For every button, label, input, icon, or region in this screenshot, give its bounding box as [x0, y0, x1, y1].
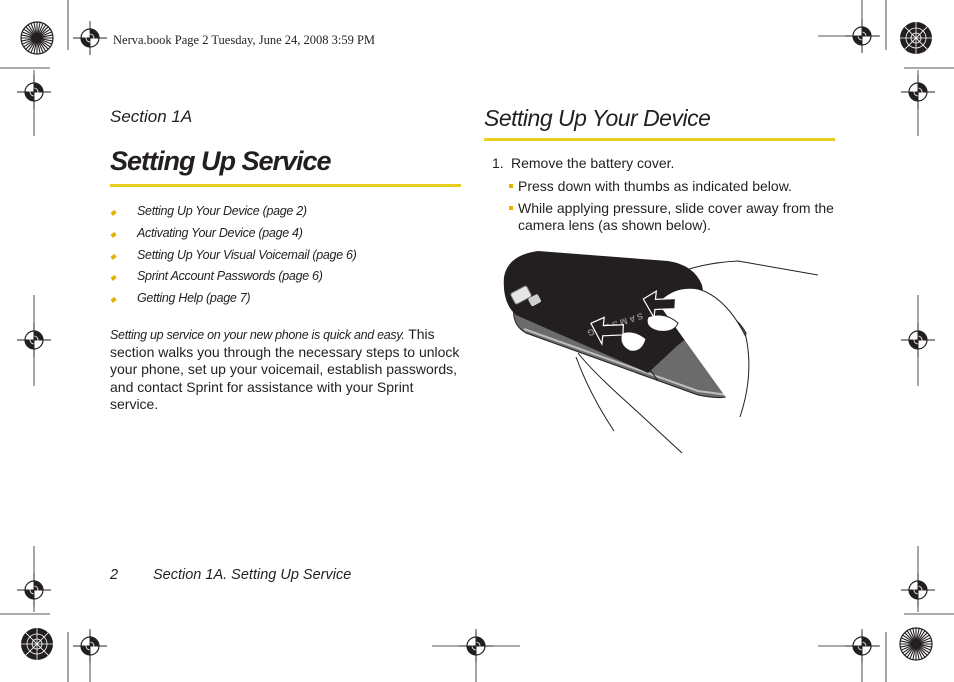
step-number: 1.	[492, 155, 504, 171]
intro-body: This section walks you through the necessary steps to unlock your phone, set up your voicemail, establish passwords, and contact Sprint for assistance with your Sprint service.	[110, 326, 460, 412]
diamond-bullet-icon: ◆	[110, 273, 116, 283]
section-label: Section 1A	[110, 107, 193, 126]
diamond-bullet-icon: ◆	[110, 208, 116, 217]
step-item	[492, 155, 674, 171]
intro-paragraph	[110, 326, 462, 413]
diamond-bullet-icon: ◆	[110, 251, 116, 261]
step-text: Remove the battery cover.	[511, 155, 675, 171]
running-footer: Section 1A. Setting Up Service	[153, 567, 352, 583]
page-title: Setting Up Service	[110, 146, 331, 176]
intro-lead: Setting up service on your new phone is quick and easy.	[110, 328, 405, 342]
toc-link[interactable]: Setting Up Your Device (page 2)	[137, 204, 307, 218]
star-target-icon	[21, 628, 53, 660]
title-rule	[110, 184, 461, 187]
square-bullet-icon	[509, 184, 513, 188]
print-slug: Nerva.book Page 2 Tuesday, June 24, 2008 3:59 PM	[113, 33, 376, 47]
diamond-bullet-icon: ◆	[110, 295, 116, 305]
square-bullet-icon	[509, 206, 513, 210]
diamond-bullet-icon: ◆	[110, 229, 116, 239]
toc-link[interactable]: Setting Up Your Visual Voicemail (page 6)	[137, 247, 357, 262]
sub-bullet-text: While applying pressure, slide cover away from the camera lens (as shown below).	[518, 200, 834, 233]
sub-bullet-text: Press down with thumbs as indicated below.	[518, 178, 792, 194]
toc-link[interactable]: Activating Your Device (page 4)	[137, 225, 303, 240]
toc-link[interactable]: Getting Help (page 7)	[137, 291, 251, 306]
star-target-icon	[21, 22, 53, 54]
star-target-icon	[900, 22, 932, 54]
battery-cover-illustration	[498, 245, 818, 455]
page-number: 2	[110, 567, 119, 583]
column-title: Setting Up Your Device	[484, 105, 711, 131]
toc-link[interactable]: Sprint Account Passwords (page 6)	[137, 269, 323, 284]
registration-mark-icon	[73, 21, 107, 55]
column-title-rule	[484, 138, 835, 141]
star-target-icon	[900, 628, 932, 660]
